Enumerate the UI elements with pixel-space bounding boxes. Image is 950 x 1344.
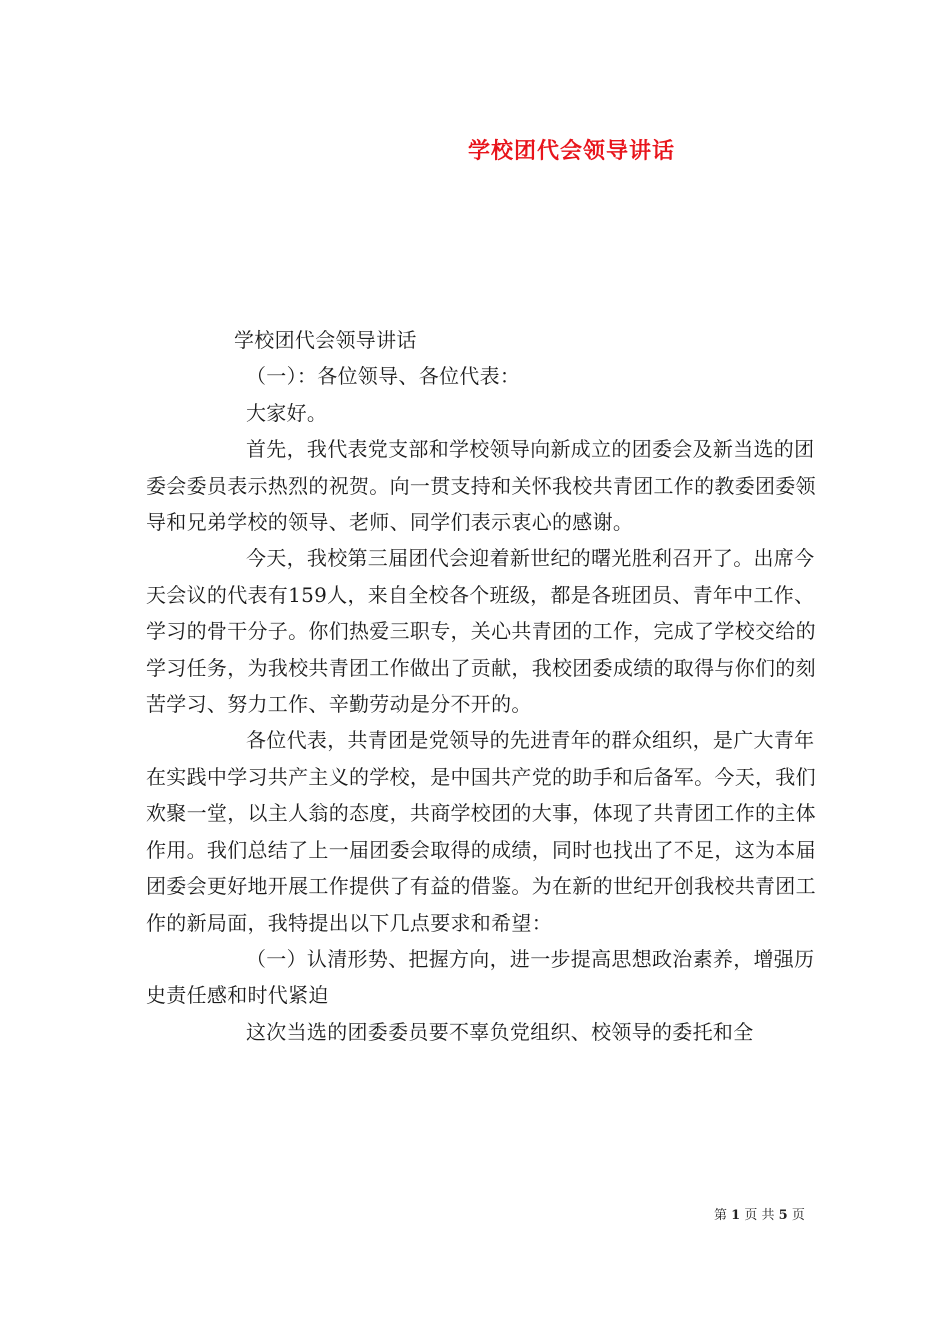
- document-body: [146, 322, 816, 1050]
- footer-prefix: 第: [714, 1208, 728, 1223]
- paragraph-committee-duty: 这次当选的团委委员要不辜负党组织、校领导的委托和全: [246, 1019, 754, 1044]
- document-title: 学校团代会领导讲话: [468, 138, 676, 164]
- footer-middle: 页 共: [744, 1208, 775, 1223]
- body-salutation: （一）：各位领导、各位代表：: [246, 364, 521, 389]
- page-footer: [714, 1204, 805, 1223]
- footer-suffix: 页: [791, 1208, 805, 1223]
- body-greeting: 大家好。: [246, 400, 328, 425]
- paragraph-congratulations: 首先，我代表党支部和学校领导向新成立的团委会及新当选的团委会委员表示热烈的祝贺。向一贯支持和关怀我校共青团工作的教委团委领导和兄弟学校的领导、老师、同学们表示衷心的感谢。: [146, 437, 816, 535]
- paragraph-congress-opening: 今天，我校第三届团代会迎着新世纪的曙光胜利召开了。出席今天会议的代表有159人，来自全校各个班级，都是各班团员、青年中工作、学习的骨干分子。你们热爱三职专，关心共青团的工作，完成了学校交给的学习任务，为我校共青团工作做出了贡献，我校团委成绩的取得与你们的刻苦学习、努力工作、辛勤劳动是分不开的。: [146, 546, 816, 717]
- section-heading-1: （一）认清形势、把握方向，进一步提高思想政治素养，增强历史责任感和时代紧迫: [146, 946, 815, 1008]
- paragraph-league-role: 各位代表，共青团是党领导的先进青年的群众组织，是广大青年在实践中学习共产主义的学校，是中国共产党的助手和后备军。今天，我们欢聚一堂，以主人翁的态度，共商学校团的大事，体现了共青团工作的主体作用。我们总结了上一届团委会取得的成绩，同时也找出了不足，这为本届团委会更好地开展工作提供了有益的借鉴。为在新的世纪开创我校共青团工作的新局面，我特提出以下几点要求和希望：: [146, 728, 816, 935]
- footer-current-page: 1: [731, 1208, 741, 1223]
- body-subtitle: 学校团代会领导讲话: [234, 328, 417, 352]
- footer-total-pages: 5: [778, 1208, 788, 1223]
